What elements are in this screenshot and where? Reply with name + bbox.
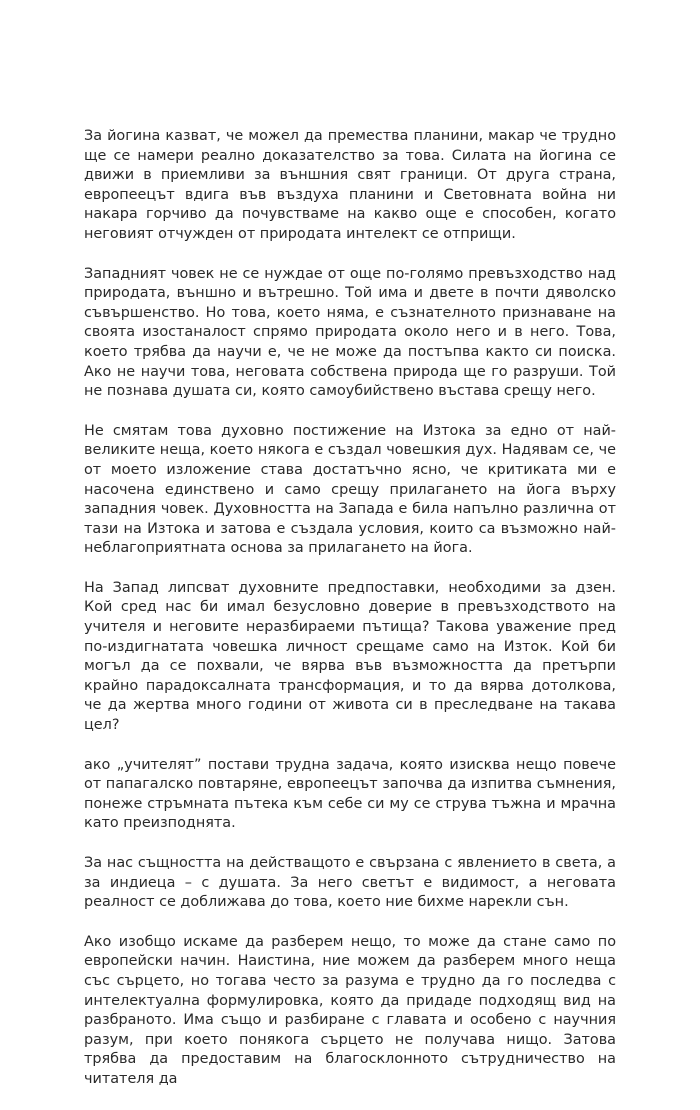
paragraph: ако „учителят” постави трудна задача, която изисква нещо повече от папагалско повтаряне, европеецът започва да изпитва съмнения, понеже стръмната пътека към себе си му се струва тъжна и мрачна като преизподнята. [84, 756, 616, 832]
paragraph: На Запад липсват духовните предпоставки, необходими за дзен. Кой сред нас би имал безусловно доверие в превъзходството на учителя и неговите неразбираеми пътища? Такова уважение пред по-издигнатата човешка личност срещаме само на Изток. Кой би могъл да се похвали, че вярва във възможността да претърпи крайно парадоксалната трансформация, и то да вярва дотолкова, че да жертва много години от живота си в преследване на такава цел? [84, 579, 616, 734]
paragraph: Не смятам това духовно постижение на Изтока за едно от най-великите неща, което някога е създал човешкия дух. Надявам се, че от моето изложение става достатъчно ясно, че критиката ми е насочена единствено и само срещу прилагането на йога върху западния човек. Духовността на Запада е била напълно различна от тази на Изтока и затова е създала условия, които са възможно най-неблагоприятната основа за прилагането на йога. [84, 422, 616, 557]
paragraph: За нас същността на действащото е свързана с явлението в света, а за индиеца – с душата. За него светът е видимост, а неговата реалност се доближава до това, което ние бихме нарекли сън. [84, 855, 616, 911]
paragraph: Ако изобщо искаме да разберем нещо, то може да стане само по европейски начин. Наистина, ние можем да разберем много неща със сърцето, но тогава често за разума е трудно да го последва с интелектуална формулировка, която да придаде подходящ вид на разбраното. Има също и разбиране с главата и особено с научния разум, при което понякога сърцето не получава нищо. Затова трябва да предоставим на благосклонното сътрудничество на читателя да [84, 933, 616, 1087]
document-body [84, 127, 616, 1110]
paragraph: За йогина казват, че можел да премества планини, макар че трудно ще се намери реално доказателство за това. Силата на йогина се движи в приемливи за външния свят граници. От друга страна, европеецът вдига във въздуха планини и Световната война ни накара горчиво да почувстваме на какво още е способен, когато неговият отчужден от природата интелект се отприщи. [84, 128, 616, 242]
paragraph: Западният човек не се нуждае от още по-голямо превъзходство над природата, външно и вътрешно. Той има и двете в почти дяволско съвършенство. Но това, което няма, е съзнателното признаване на своята изостаналост спрямо природата около него и в него. Това, което трябва да научи е, че не може да постъпва както си поиска. Ако не научи това, неговата собствена природа ще го разруши. Той не познава душата си, която самоубийствено въстава срещу него. [84, 265, 616, 400]
